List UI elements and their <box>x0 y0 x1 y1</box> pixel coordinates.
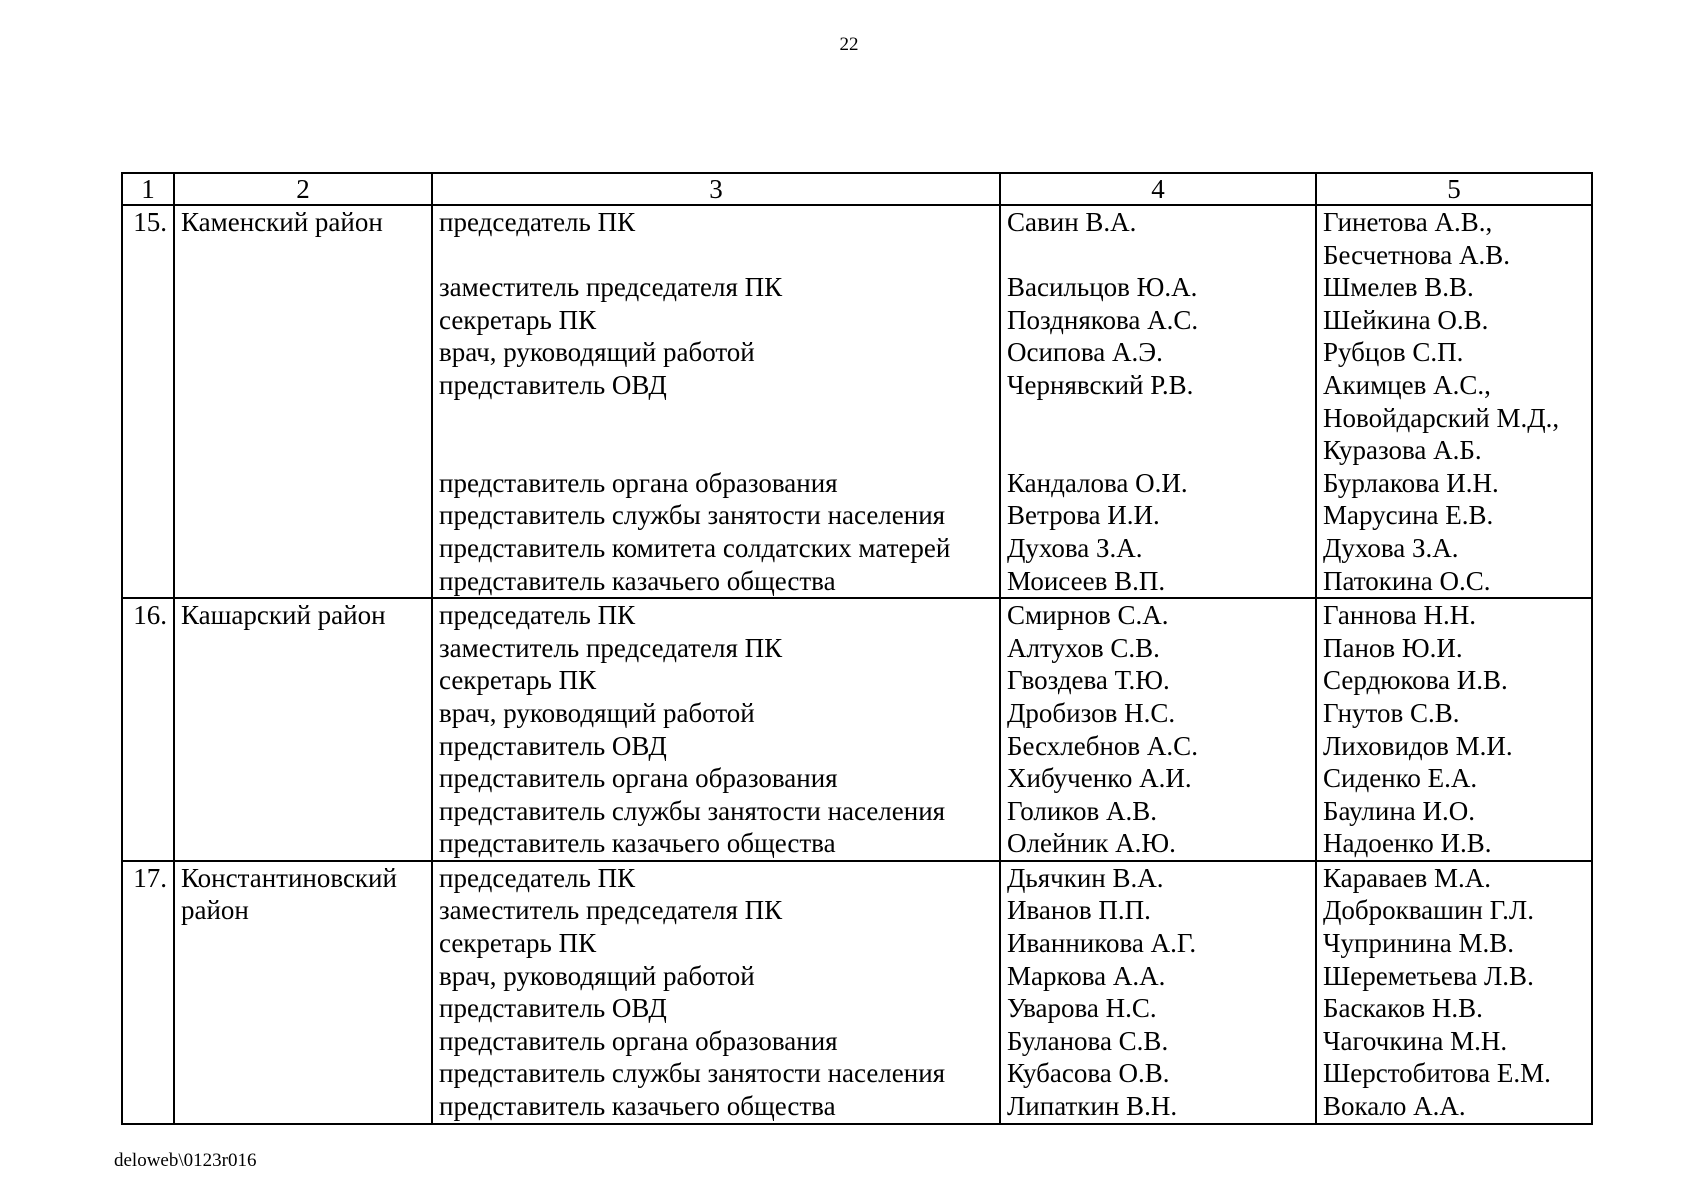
role-line <box>439 434 999 467</box>
role-line: представитель органа образования <box>439 1025 838 1056</box>
role-line: представитель органа образования <box>439 763 838 794</box>
role-cell <box>432 205 1000 598</box>
reserve-cell <box>1316 205 1592 598</box>
member-name-line <box>1007 239 1315 272</box>
reserve-name-line: Бесчетнова А.В. <box>1323 239 1511 270</box>
role-line: представитель службы занятости населения <box>439 1058 946 1089</box>
reserve-name-line: Баскаков Н.В. <box>1323 993 1483 1024</box>
role-line: заместитель председателя ПК <box>439 632 783 663</box>
role-line: председатель ПК <box>439 862 636 893</box>
role-line: врач, руководящий работой <box>439 697 755 728</box>
member-name-line: Смирнов С.А. <box>1007 600 1169 631</box>
reserve-name-line: Патокина О.С. <box>1323 565 1491 596</box>
role-line: представитель органа образования <box>439 467 838 498</box>
reserve-name-line: Гинетова А.В., <box>1323 207 1493 237</box>
reserve-name-line: Шейкина О.В. <box>1323 304 1489 335</box>
member-name-line: Буланова С.В. <box>1007 1025 1169 1056</box>
row-number-text: 15. <box>133 207 167 237</box>
reserve-name-line: Панов Ю.И. <box>1323 632 1463 663</box>
member-name-line: Хибученко А.И. <box>1007 763 1192 794</box>
reserve-name-line: Гнутов С.В. <box>1323 697 1460 728</box>
reserve-name-line: Надоенко И.В. <box>1323 828 1492 859</box>
role-line: представитель ОВД <box>439 730 667 761</box>
column-header: 2 <box>174 173 432 205</box>
reserve-name-line: Ганнова Н.Н. <box>1323 600 1476 631</box>
member-name-line: Дьячкин В.А. <box>1007 862 1164 893</box>
page-number: 22 <box>839 34 859 55</box>
district-cell <box>174 598 432 861</box>
member-name-line: Голиков А.В. <box>1007 795 1158 826</box>
reserve-name-line: Духова З.А. <box>1323 532 1459 563</box>
member-name-line: Позднякова А.С. <box>1007 304 1199 335</box>
district-cell <box>174 205 432 598</box>
member-name-line: Кандалова О.И. <box>1007 467 1188 498</box>
role-line: секретарь ПК <box>439 304 597 335</box>
row-number <box>122 598 174 861</box>
reserve-name-line: Баулина И.О. <box>1323 795 1476 826</box>
member-cell <box>1000 205 1316 598</box>
column-header: 5 <box>1316 173 1592 205</box>
reserve-name-line: Сиденко Е.А. <box>1323 763 1478 794</box>
reserve-name-line: Караваев М.А. <box>1323 862 1491 893</box>
district-cell <box>174 861 432 1124</box>
role-line: заместитель председателя ПК <box>439 895 783 926</box>
reserve-name-line: Бурлакова И.Н. <box>1323 467 1499 498</box>
member-name-line: Олейник А.Ю. <box>1007 828 1176 859</box>
column-header: 3 <box>432 173 1000 205</box>
district-name-line: Каменский район <box>181 207 383 237</box>
member-cell <box>1000 598 1316 861</box>
district-name-line: Константиновский <box>181 862 397 893</box>
column-header: 1 <box>122 173 174 205</box>
commission-table <box>121 172 1593 1125</box>
member-name-line <box>1007 434 1315 467</box>
member-name-line: Чернявский Р.В. <box>1007 369 1194 400</box>
member-name-line: Липаткин В.Н. <box>1007 1091 1178 1122</box>
reserve-name-line: Лиховидов М.И. <box>1323 730 1513 761</box>
role-line: представитель казачьего общества <box>439 565 836 596</box>
document-footer-code: deloweb\0123r016 <box>114 1150 257 1171</box>
reserve-name-line: Марусина Е.В. <box>1323 500 1494 531</box>
member-name-line: Алтухов С.В. <box>1007 632 1160 663</box>
row-number <box>122 205 174 598</box>
member-name-line: Васильцов Ю.А. <box>1007 272 1198 303</box>
district-name-line: Кашарский район <box>181 600 386 631</box>
member-cell <box>1000 861 1316 1124</box>
member-name-line: Уварова Н.С. <box>1007 993 1157 1024</box>
row-number <box>122 861 174 1124</box>
role-line: представитель ОВД <box>439 369 667 400</box>
reserve-name-line: Акимцев А.С., <box>1323 369 1491 400</box>
member-name-line: Савин В.А. <box>1007 207 1137 237</box>
role-line: заместитель председателя ПК <box>439 272 783 303</box>
role-line <box>439 402 999 435</box>
reserve-name-line: Куразова А.Б. <box>1323 435 1482 466</box>
member-name-line: Ветрова И.И. <box>1007 500 1160 531</box>
district-name-line: район <box>181 895 249 926</box>
row-number-text: 17. <box>133 862 167 893</box>
role-line: председатель ПК <box>439 207 636 237</box>
member-name-line: Моисеев В.П. <box>1007 565 1166 596</box>
member-name-line: Осипова А.Э. <box>1007 337 1163 368</box>
role-line: представитель казачьего общества <box>439 1091 836 1122</box>
member-name-line: Иванов П.П. <box>1007 895 1151 926</box>
reserve-name-line: Сердюкова И.В. <box>1323 665 1508 696</box>
table-row <box>122 598 1592 861</box>
member-name-line: Маркова А.А. <box>1007 960 1166 991</box>
role-cell <box>432 861 1000 1124</box>
member-name-line: Дробизов Н.С. <box>1007 697 1176 728</box>
member-name-line: Иванникова А.Г. <box>1007 928 1197 959</box>
role-line: врач, руководящий работой <box>439 337 755 368</box>
reserve-name-line: Вокало А.А. <box>1323 1091 1466 1122</box>
role-line: представитель службы занятости населения <box>439 795 946 826</box>
reserve-name-line: Новойдарский М.Д., <box>1323 402 1560 433</box>
role-line: секретарь ПК <box>439 928 597 959</box>
member-name-line: Бесхлебнов А.С. <box>1007 730 1198 761</box>
reserve-name-line: Чупринина М.В. <box>1323 928 1515 959</box>
reserve-name-line: Чагочкина М.Н. <box>1323 1025 1508 1056</box>
role-line <box>439 239 999 272</box>
reserve-name-line: Доброквашин Г.Л. <box>1323 895 1534 926</box>
member-name-line: Духова З.А. <box>1007 532 1143 563</box>
member-name-line: Кубасова О.В. <box>1007 1058 1170 1089</box>
reserve-name-line: Шмелев В.В. <box>1323 272 1474 303</box>
member-name-line <box>1007 402 1315 435</box>
member-name-line: Гвоздева Т.Ю. <box>1007 665 1170 696</box>
reserve-name-line: Шерстобитова Е.М. <box>1323 1058 1551 1089</box>
role-line: представитель казачьего общества <box>439 828 836 859</box>
role-line: врач, руководящий работой <box>439 960 755 991</box>
reserve-cell <box>1316 598 1592 861</box>
reserve-name-line: Шереметьева Л.В. <box>1323 960 1534 991</box>
role-line: представитель службы занятости населения <box>439 500 946 531</box>
reserve-name-line: Рубцов С.П. <box>1323 337 1464 368</box>
table-header-row <box>122 173 1592 205</box>
role-line: представитель комитета солдатских матерей <box>439 532 951 563</box>
row-number-text: 16. <box>133 600 167 631</box>
role-line: председатель ПК <box>439 600 636 631</box>
role-line: представитель ОВД <box>439 993 667 1024</box>
table-row <box>122 205 1592 598</box>
column-header: 4 <box>1000 173 1316 205</box>
table-row <box>122 861 1592 1124</box>
role-cell <box>432 598 1000 861</box>
role-line: секретарь ПК <box>439 665 597 696</box>
reserve-cell <box>1316 861 1592 1124</box>
